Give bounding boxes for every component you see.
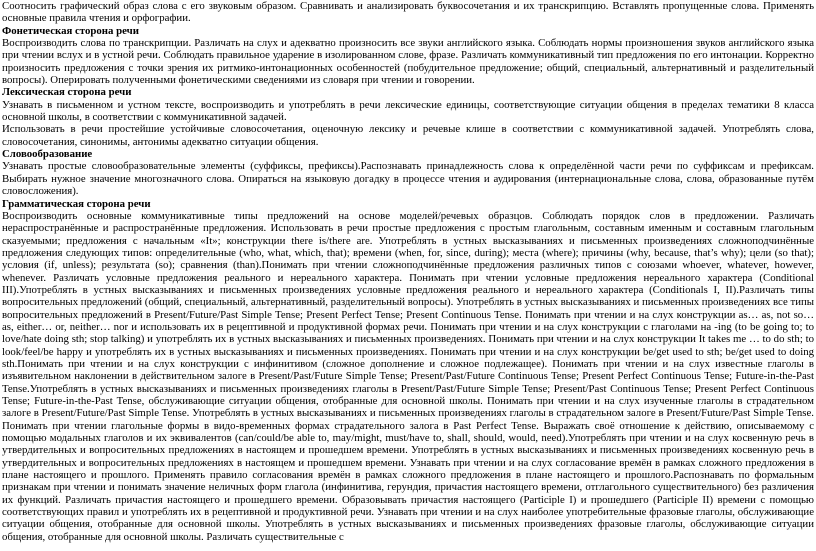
intro-paragraph: Соотносить графический образ слова с его звуковым образом. Сравнивать и анализировать буквосочетания и их транскрипцию. Вставлять пропущенные слова. Применять основные правила чтения и орфографии.	[2, 0, 814, 25]
grammar-heading: Грамматическая сторона речи	[2, 197, 151, 210]
lexis-heading: Лексическая сторона речи	[2, 86, 132, 99]
lexis-paragraph-2: Использовать в речи простейшие устойчивые словосочетания, оценочную лексику и речевые клише в соответствии с коммуникативной задачей. Употреблять слова, словосочетания, синонимы, антонимы адекватно ситуации общения.	[2, 123, 814, 148]
word-formation-heading: Словообразование	[2, 148, 93, 161]
phonetics-heading: Фонетическая сторона речи	[2, 24, 139, 37]
grammar-paragraph: Воспроизводить основные коммуникативные типы предложений на основе моделей/речевых образцов. Соблюдать порядок слов в предложении. Различать нераспространённые и распространённые предложения. Использовать в речи простые предложения с простым глагольным, составным именным и составным глагольным сказуемыми; предложения с начальным «It»; конструкции there is/there are. Употреблять в устных высказываниях и письменных произведениях сложноподчинённые предложения следующих типов: определительные (who, what, which, that); времени (when, for, since, during); места (where); причины (why, because, that’s why); цели (so that); условия (if, unless); результата (so); сравнения (than).Понимать при чтении сложноподчинённые предложения различных типов с союзами whoever, whatever, however, whenever. Различать условные предложения реального и нереального характера. Понимать при чтении условные предложения нереального характера (Conditional III).Употреблять в устных высказываниях и письменных произведениях условные предложения реального и нереального характера (Conditionals I, II).Различать типы вопросительных предложений (общий, специальный, альтернативный, разделительный вопросы). Употреблять в устных высказываниях и письменных произведениях все типы вопросительных предложений в Present/Future/Past Simple Tense; Present Perfect Tense; Present Continuous Tense. Понимать при чтении и на слух конструкции as… as, not so… as, either… or, neither… nor и использовать их в рецептивной и продуктивной формах речи. Понимать при чтении и на слух конструкции с глаголами на -ing (to be going to; to love/hate doing sth; stop talking) и употреблять их в устных высказываниях и письменных произведениях. Понимать при чтении и на слух конструкции It takes me … to do sth; to look/feel/be happy и употреблять их в устных высказываниях и письменных произведениях. Понимать при чтении и на слух конструкции be/get used to sth; be/get used to doing sth.Понимать при чтении и на слух конструкции с инфинитивом (сложное дополнение и сложное подлежащее). Понимать при чтении и на слух известные глаголы в изъявительном наклонении в действительном залоге в Present/Past/Future Simple Tense; Present/Past/Future Continuous Tense; Present Perfect Continuous Tense; Future-in-the-Past Tense.Употреблять в устных высказываниях и письменных произведениях глаголы в Present/Past/Future Simple Tense; Present/Past Continuous Tense; Present Perfect Continuous Tense; Future-in-the-Past Tense, обслуживающие ситуации общения, отобранные для основной школы. Понимать при чтении и на слух изученные глаголы в страдательном залоге в Present/Future/Past Simple Tense. Употреблять в устных высказываниях и письменных произведениях глаголы в страдательном залоге в Present/Future/Past Simple Tense. Понимать при чтении глагольные формы в видо-временных формах страдательного залога в Past Perfect Tense. Выражать своё отношение к действию, описываемому с помощью модальных глаголов и их эквивалентов (can/could/be able to, may/might, must/have to, shall, should, would, need).Употреблять при чтении и на слух косвенную речь в утвердительных и вопросительных предложениях в настоящем и прошедшем времени. Употреблять в устных высказываниях и письменных произведениях косвенную речь в утвердительных и вопросительных предложениях в настоящем и прошедшем времени. Узнавать при чтении и на слух согласование времён в рамках сложного предложения в плане настоящего и прошлого. Применять правило согласования времён в рамках сложного предложения в плане настоящего и прошлого.Распознавать по формальным признакам при чтении и понимать значение неличных форм глагола (инфинитива, герундия, причастия настоящего времени, отглагольного существительного) без различения их функций. Различать причастия настоящего и прошедшего времени. Образовывать причастия настоящего (Participle I) и прошедшего (Participle II) времени с помощью соответствующих правил и употреблять их в рецептивной и продуктивной речи. Узнавать при чтении и на слух наиболее употребительные фразовые глаголы, обслуживающие ситуации общения, отобранные для основной школы. Употреблять в устных высказываниях и письменных произведениях фразовые глаголы, обслуживающие ситуации общения, отобранные для основной школы. Различать существительные с	[2, 209, 814, 543]
lexis-paragraph-1: Узнавать в письменном и устном тексте, воспроизводить и употреблять в речи лексические единицы, соответствующие ситуации общения в пределах тематики 8 класса основной школы, в соответствии с коммуникативной задачей.	[2, 98, 814, 124]
word-formation-paragraph: Узнавать простые словообразовательные элементы (суффиксы, префиксы).Распознавать принадлежность слова к определённой части речи по суффиксам и префиксам. Выбирать нужное значение многозначного слова. Опираться на языковую догадку в процессе чтения и аудирования (интернациональные слова, слова, образованные путём словосложения).	[2, 160, 814, 198]
phonetics-paragraph: Воспроизводить слова по транскрипции. Различать на слух и адекватно произносить все звуки английского языка. Соблюдать нормы произношения звуков английского языка при чтении вслух и в устной речи. Соблюдать правильное ударение в изолированном слове, фразе. Различать коммуникативный тип предложения по его интонации. Корректно произносить предложения с точки зрения их ритмико-интонационных особенностей (побудительное предложение; общий, специальный, альтернативный и разделительный вопросы). Оперировать полученными фонетическими сведениями из словаря при чтении и говорении.	[2, 37, 814, 87]
